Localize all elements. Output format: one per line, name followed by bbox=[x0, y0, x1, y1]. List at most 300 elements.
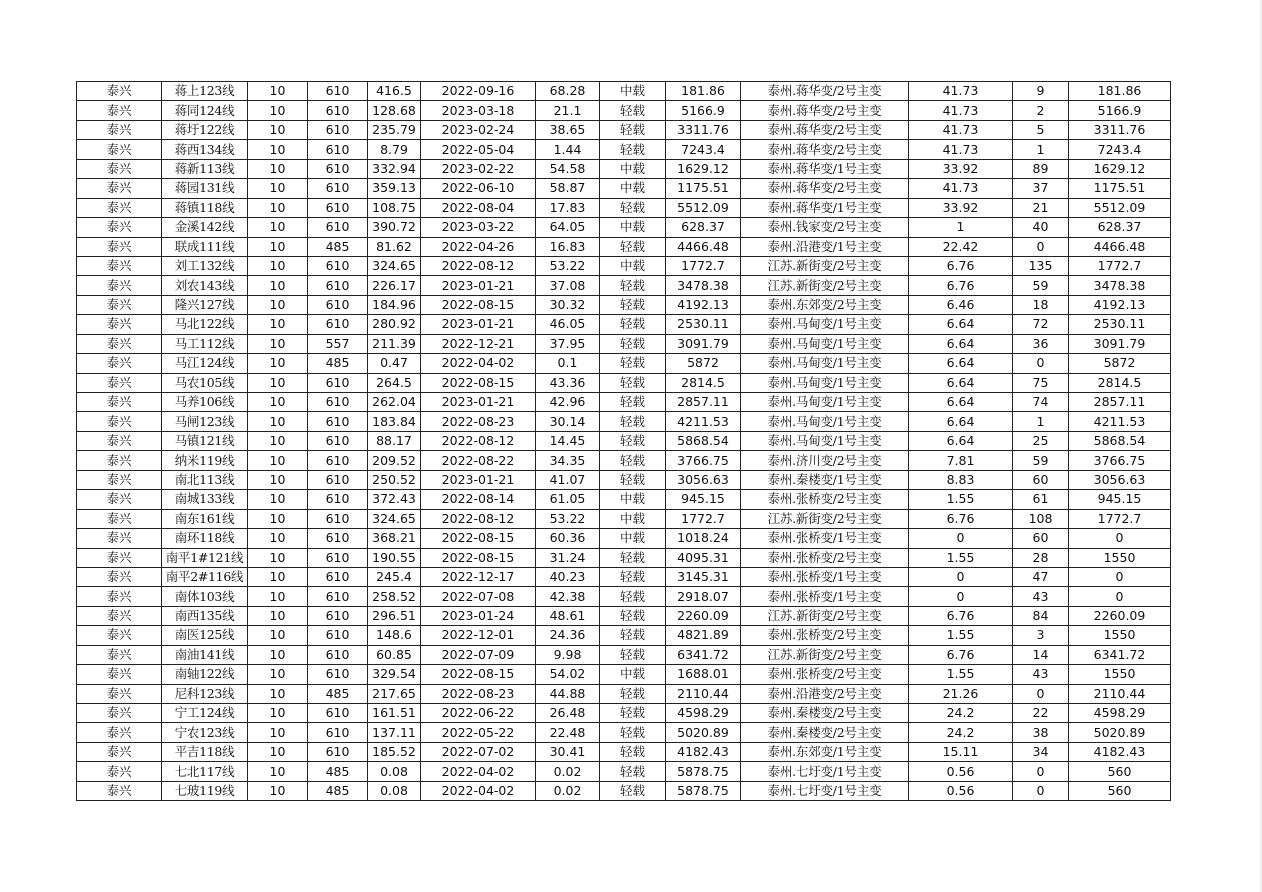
capacity-cell: 610 bbox=[308, 587, 368, 606]
voltage-cell: 10 bbox=[248, 626, 308, 645]
table-row bbox=[77, 470, 1171, 489]
count-cell: 3 bbox=[1013, 626, 1069, 645]
voltage-cell: 10 bbox=[248, 295, 308, 314]
voltage-cell: 10 bbox=[248, 704, 308, 723]
load-status-cell: 轻载 bbox=[600, 742, 666, 761]
spare-capacity-cell: 5872 bbox=[666, 354, 741, 373]
max-load-cell: 226.17 bbox=[368, 276, 421, 295]
max-load-cell: 108.75 bbox=[368, 198, 421, 217]
load-rate-cell: 48.61 bbox=[536, 606, 600, 625]
table-body bbox=[77, 82, 1171, 801]
date-cell: 2022-05-04 bbox=[421, 140, 536, 159]
county-cell: 泰兴 bbox=[77, 587, 162, 606]
county-cell: 泰兴 bbox=[77, 198, 162, 217]
count-cell: 84 bbox=[1013, 606, 1069, 625]
table-row bbox=[77, 587, 1171, 606]
voltage-cell: 10 bbox=[248, 120, 308, 139]
voltage-cell: 10 bbox=[248, 470, 308, 489]
voltage-cell: 10 bbox=[248, 373, 308, 392]
line-name-cell: 马镇121线 bbox=[162, 431, 248, 450]
available-capacity-cell: 6341.72 bbox=[1069, 645, 1171, 664]
available-capacity-cell: 0 bbox=[1069, 587, 1171, 606]
max-load-cell: 0.08 bbox=[368, 781, 421, 800]
capacity-cell: 610 bbox=[308, 645, 368, 664]
substation-cell: 泰州.张桥变/1号主变 bbox=[741, 529, 909, 548]
capacity-cell: 485 bbox=[308, 684, 368, 703]
substation-cell: 泰州.蒋华变/2号主变 bbox=[741, 101, 909, 120]
spare-capacity-cell: 945.15 bbox=[666, 490, 741, 509]
transformer-rate-cell: 6.64 bbox=[909, 412, 1013, 431]
spare-capacity-cell: 2918.07 bbox=[666, 587, 741, 606]
count-cell: 21 bbox=[1013, 198, 1069, 217]
county-cell: 泰兴 bbox=[77, 645, 162, 664]
capacity-cell: 610 bbox=[308, 412, 368, 431]
voltage-cell: 10 bbox=[248, 587, 308, 606]
line-name-cell: 南平1#121线 bbox=[162, 548, 248, 567]
spare-capacity-cell: 5020.89 bbox=[666, 723, 741, 742]
voltage-cell: 10 bbox=[248, 742, 308, 761]
max-load-cell: 368.21 bbox=[368, 529, 421, 548]
load-status-cell: 轻载 bbox=[600, 237, 666, 256]
spare-capacity-cell: 5512.09 bbox=[666, 198, 741, 217]
table-row bbox=[77, 567, 1171, 586]
load-rate-cell: 22.48 bbox=[536, 723, 600, 742]
table-row bbox=[77, 276, 1171, 295]
date-cell: 2022-12-01 bbox=[421, 626, 536, 645]
voltage-cell: 10 bbox=[248, 762, 308, 781]
available-capacity-cell: 3311.76 bbox=[1069, 120, 1171, 139]
county-cell: 泰兴 bbox=[77, 412, 162, 431]
county-cell: 泰兴 bbox=[77, 684, 162, 703]
line-name-cell: 蒋圩122线 bbox=[162, 120, 248, 139]
max-load-cell: 324.65 bbox=[368, 256, 421, 275]
substation-cell: 泰州.蒋华变/2号主变 bbox=[741, 82, 909, 101]
count-cell: 59 bbox=[1013, 451, 1069, 470]
count-cell: 40 bbox=[1013, 218, 1069, 237]
available-capacity-cell: 4211.53 bbox=[1069, 412, 1171, 431]
substation-cell: 泰州.蒋华变/2号主变 bbox=[741, 140, 909, 159]
line-name-cell: 平吉118线 bbox=[162, 742, 248, 761]
table-row bbox=[77, 742, 1171, 761]
transformer-rate-cell: 6.64 bbox=[909, 431, 1013, 450]
substation-cell: 泰州.马甸变/1号主变 bbox=[741, 393, 909, 412]
voltage-cell: 10 bbox=[248, 781, 308, 800]
county-cell: 泰兴 bbox=[77, 256, 162, 275]
substation-cell: 泰州.钱家变/2号主变 bbox=[741, 218, 909, 237]
spare-capacity-cell: 1018.24 bbox=[666, 529, 741, 548]
available-capacity-cell: 945.15 bbox=[1069, 490, 1171, 509]
capacity-cell: 610 bbox=[308, 451, 368, 470]
voltage-cell: 10 bbox=[248, 82, 308, 101]
count-cell: 74 bbox=[1013, 393, 1069, 412]
load-rate-cell: 37.08 bbox=[536, 276, 600, 295]
county-cell: 泰兴 bbox=[77, 762, 162, 781]
county-cell: 泰兴 bbox=[77, 179, 162, 198]
line-name-cell: 马农105线 bbox=[162, 373, 248, 392]
county-cell: 泰兴 bbox=[77, 120, 162, 139]
count-cell: 47 bbox=[1013, 567, 1069, 586]
count-cell: 60 bbox=[1013, 470, 1069, 489]
available-capacity-cell: 2857.11 bbox=[1069, 393, 1171, 412]
spare-capacity-cell: 2530.11 bbox=[666, 315, 741, 334]
available-capacity-cell: 2814.5 bbox=[1069, 373, 1171, 392]
capacity-cell: 610 bbox=[308, 548, 368, 567]
substation-cell: 江苏.新街变/2号主变 bbox=[741, 645, 909, 664]
line-name-cell: 七北117线 bbox=[162, 762, 248, 781]
date-cell: 2022-08-15 bbox=[421, 529, 536, 548]
max-load-cell: 128.68 bbox=[368, 101, 421, 120]
capacity-cell: 610 bbox=[308, 742, 368, 761]
county-cell: 泰兴 bbox=[77, 781, 162, 800]
max-load-cell: 280.92 bbox=[368, 315, 421, 334]
capacity-cell: 610 bbox=[308, 101, 368, 120]
feeder-load-table bbox=[76, 81, 1171, 801]
table-row bbox=[77, 548, 1171, 567]
max-load-cell: 324.65 bbox=[368, 509, 421, 528]
substation-cell: 泰州.张桥变/2号主变 bbox=[741, 548, 909, 567]
county-cell: 泰兴 bbox=[77, 451, 162, 470]
load-status-cell: 轻载 bbox=[600, 334, 666, 353]
count-cell: 1 bbox=[1013, 412, 1069, 431]
capacity-cell: 610 bbox=[308, 159, 368, 178]
available-capacity-cell: 2260.09 bbox=[1069, 606, 1171, 625]
count-cell: 89 bbox=[1013, 159, 1069, 178]
date-cell: 2023-01-24 bbox=[421, 606, 536, 625]
load-rate-cell: 64.05 bbox=[536, 218, 600, 237]
spare-capacity-cell: 1629.12 bbox=[666, 159, 741, 178]
transformer-rate-cell: 0.56 bbox=[909, 762, 1013, 781]
spare-capacity-cell: 1772.7 bbox=[666, 509, 741, 528]
date-cell: 2023-01-21 bbox=[421, 276, 536, 295]
substation-cell: 泰州.沿港变/2号主变 bbox=[741, 684, 909, 703]
substation-cell: 泰州.张桥变/1号主变 bbox=[741, 567, 909, 586]
capacity-cell: 610 bbox=[308, 431, 368, 450]
max-load-cell: 190.55 bbox=[368, 548, 421, 567]
capacity-cell: 610 bbox=[308, 529, 368, 548]
substation-cell: 泰州.张桥变/2号主变 bbox=[741, 665, 909, 684]
county-cell: 泰兴 bbox=[77, 509, 162, 528]
date-cell: 2022-08-12 bbox=[421, 509, 536, 528]
voltage-cell: 10 bbox=[248, 723, 308, 742]
substation-cell: 泰州.济川变/2号主变 bbox=[741, 451, 909, 470]
date-cell: 2022-08-15 bbox=[421, 295, 536, 314]
max-load-cell: 329.54 bbox=[368, 665, 421, 684]
available-capacity-cell: 1550 bbox=[1069, 626, 1171, 645]
voltage-cell: 10 bbox=[248, 509, 308, 528]
load-status-cell: 中载 bbox=[600, 179, 666, 198]
date-cell: 2022-08-12 bbox=[421, 431, 536, 450]
county-cell: 泰兴 bbox=[77, 101, 162, 120]
available-capacity-cell: 1175.51 bbox=[1069, 179, 1171, 198]
voltage-cell: 10 bbox=[248, 198, 308, 217]
max-load-cell: 161.51 bbox=[368, 704, 421, 723]
date-cell: 2022-04-02 bbox=[421, 762, 536, 781]
substation-cell: 江苏.新街变/2号主变 bbox=[741, 509, 909, 528]
count-cell: 9 bbox=[1013, 82, 1069, 101]
county-cell: 泰兴 bbox=[77, 237, 162, 256]
load-status-cell: 中载 bbox=[600, 665, 666, 684]
count-cell: 0 bbox=[1013, 762, 1069, 781]
line-name-cell: 南东161线 bbox=[162, 509, 248, 528]
max-load-cell: 0.08 bbox=[368, 762, 421, 781]
max-load-cell: 88.17 bbox=[368, 431, 421, 450]
load-rate-cell: 30.32 bbox=[536, 295, 600, 314]
line-name-cell: 南北113线 bbox=[162, 470, 248, 489]
date-cell: 2022-04-02 bbox=[421, 781, 536, 800]
available-capacity-cell: 181.86 bbox=[1069, 82, 1171, 101]
load-status-cell: 轻载 bbox=[600, 606, 666, 625]
max-load-cell: 262.04 bbox=[368, 393, 421, 412]
load-rate-cell: 61.05 bbox=[536, 490, 600, 509]
transformer-rate-cell: 6.76 bbox=[909, 276, 1013, 295]
capacity-cell: 610 bbox=[308, 626, 368, 645]
transformer-rate-cell: 24.2 bbox=[909, 704, 1013, 723]
county-cell: 泰兴 bbox=[77, 218, 162, 237]
count-cell: 36 bbox=[1013, 334, 1069, 353]
date-cell: 2022-05-22 bbox=[421, 723, 536, 742]
date-cell: 2022-07-09 bbox=[421, 645, 536, 664]
load-rate-cell: 54.58 bbox=[536, 159, 600, 178]
county-cell: 泰兴 bbox=[77, 159, 162, 178]
capacity-cell: 485 bbox=[308, 762, 368, 781]
max-load-cell: 416.5 bbox=[368, 82, 421, 101]
table-row bbox=[77, 451, 1171, 470]
max-load-cell: 250.52 bbox=[368, 470, 421, 489]
max-load-cell: 235.79 bbox=[368, 120, 421, 139]
available-capacity-cell: 0 bbox=[1069, 567, 1171, 586]
spare-capacity-cell: 7243.4 bbox=[666, 140, 741, 159]
transformer-rate-cell: 1 bbox=[909, 218, 1013, 237]
max-load-cell: 211.39 bbox=[368, 334, 421, 353]
spare-capacity-cell: 4466.48 bbox=[666, 237, 741, 256]
line-name-cell: 马闸123线 bbox=[162, 412, 248, 431]
table-row bbox=[77, 101, 1171, 120]
table-row bbox=[77, 295, 1171, 314]
max-load-cell: 264.5 bbox=[368, 373, 421, 392]
voltage-cell: 10 bbox=[248, 665, 308, 684]
line-name-cell: 蒋上123线 bbox=[162, 82, 248, 101]
load-status-cell: 轻载 bbox=[600, 198, 666, 217]
table-row bbox=[77, 684, 1171, 703]
spare-capacity-cell: 3478.38 bbox=[666, 276, 741, 295]
available-capacity-cell: 1550 bbox=[1069, 665, 1171, 684]
load-status-cell: 轻载 bbox=[600, 393, 666, 412]
substation-cell: 泰州.马甸变/1号主变 bbox=[741, 354, 909, 373]
available-capacity-cell: 5868.54 bbox=[1069, 431, 1171, 450]
date-cell: 2023-03-22 bbox=[421, 218, 536, 237]
max-load-cell: 296.51 bbox=[368, 606, 421, 625]
line-name-cell: 南油141线 bbox=[162, 645, 248, 664]
load-rate-cell: 0.1 bbox=[536, 354, 600, 373]
voltage-cell: 10 bbox=[248, 237, 308, 256]
load-status-cell: 轻载 bbox=[600, 684, 666, 703]
load-rate-cell: 46.05 bbox=[536, 315, 600, 334]
transformer-rate-cell: 24.2 bbox=[909, 723, 1013, 742]
spare-capacity-cell: 4192.13 bbox=[666, 295, 741, 314]
load-status-cell: 轻载 bbox=[600, 276, 666, 295]
county-cell: 泰兴 bbox=[77, 354, 162, 373]
transformer-rate-cell: 6.76 bbox=[909, 606, 1013, 625]
table-row bbox=[77, 140, 1171, 159]
voltage-cell: 10 bbox=[248, 101, 308, 120]
load-rate-cell: 41.07 bbox=[536, 470, 600, 489]
load-rate-cell: 38.65 bbox=[536, 120, 600, 139]
count-cell: 43 bbox=[1013, 587, 1069, 606]
load-status-cell: 轻载 bbox=[600, 567, 666, 586]
voltage-cell: 10 bbox=[248, 490, 308, 509]
load-status-cell: 轻载 bbox=[600, 470, 666, 489]
substation-cell: 泰州.蒋华变/1号主变 bbox=[741, 159, 909, 178]
capacity-cell: 610 bbox=[308, 276, 368, 295]
substation-cell: 江苏.新街变/2号主变 bbox=[741, 606, 909, 625]
spreadsheet-page bbox=[76, 81, 1171, 801]
substation-cell: 泰州.七圩变/1号主变 bbox=[741, 762, 909, 781]
available-capacity-cell: 1629.12 bbox=[1069, 159, 1171, 178]
voltage-cell: 10 bbox=[248, 334, 308, 353]
transformer-rate-cell: 6.46 bbox=[909, 295, 1013, 314]
spare-capacity-cell: 2110.44 bbox=[666, 684, 741, 703]
voltage-cell: 10 bbox=[248, 451, 308, 470]
county-cell: 泰兴 bbox=[77, 295, 162, 314]
voltage-cell: 10 bbox=[248, 548, 308, 567]
transformer-rate-cell: 41.73 bbox=[909, 82, 1013, 101]
line-name-cell: 马江124线 bbox=[162, 354, 248, 373]
transformer-rate-cell: 6.76 bbox=[909, 645, 1013, 664]
county-cell: 泰兴 bbox=[77, 315, 162, 334]
voltage-cell: 10 bbox=[248, 684, 308, 703]
transformer-rate-cell: 7.81 bbox=[909, 451, 1013, 470]
county-cell: 泰兴 bbox=[77, 529, 162, 548]
count-cell: 28 bbox=[1013, 548, 1069, 567]
table-row bbox=[77, 490, 1171, 509]
capacity-cell: 610 bbox=[308, 567, 368, 586]
spare-capacity-cell: 628.37 bbox=[666, 218, 741, 237]
date-cell: 2022-04-02 bbox=[421, 354, 536, 373]
load-rate-cell: 31.24 bbox=[536, 548, 600, 567]
spare-capacity-cell: 3145.31 bbox=[666, 567, 741, 586]
available-capacity-cell: 5166.9 bbox=[1069, 101, 1171, 120]
capacity-cell: 610 bbox=[308, 606, 368, 625]
load-status-cell: 轻载 bbox=[600, 373, 666, 392]
load-rate-cell: 34.35 bbox=[536, 451, 600, 470]
transformer-rate-cell: 6.64 bbox=[909, 334, 1013, 353]
table-row bbox=[77, 529, 1171, 548]
date-cell: 2023-01-21 bbox=[421, 393, 536, 412]
spare-capacity-cell: 4095.31 bbox=[666, 548, 741, 567]
line-name-cell: 马工112线 bbox=[162, 334, 248, 353]
spare-capacity-cell: 3056.63 bbox=[666, 470, 741, 489]
max-load-cell: 209.52 bbox=[368, 451, 421, 470]
table-row bbox=[77, 762, 1171, 781]
available-capacity-cell: 3091.79 bbox=[1069, 334, 1171, 353]
table-row bbox=[77, 198, 1171, 217]
spare-capacity-cell: 4182.43 bbox=[666, 742, 741, 761]
date-cell: 2022-06-10 bbox=[421, 179, 536, 198]
voltage-cell: 10 bbox=[248, 529, 308, 548]
transformer-rate-cell: 6.64 bbox=[909, 315, 1013, 334]
transformer-rate-cell: 6.76 bbox=[909, 509, 1013, 528]
max-load-cell: 258.52 bbox=[368, 587, 421, 606]
county-cell: 泰兴 bbox=[77, 626, 162, 645]
line-name-cell: 南体103线 bbox=[162, 587, 248, 606]
max-load-cell: 245.4 bbox=[368, 567, 421, 586]
date-cell: 2023-01-21 bbox=[421, 315, 536, 334]
date-cell: 2022-08-04 bbox=[421, 198, 536, 217]
substation-cell: 泰州.马甸变/1号主变 bbox=[741, 412, 909, 431]
available-capacity-cell: 4466.48 bbox=[1069, 237, 1171, 256]
count-cell: 2 bbox=[1013, 101, 1069, 120]
count-cell: 0 bbox=[1013, 781, 1069, 800]
count-cell: 108 bbox=[1013, 509, 1069, 528]
county-cell: 泰兴 bbox=[77, 140, 162, 159]
load-status-cell: 中载 bbox=[600, 82, 666, 101]
date-cell: 2022-12-21 bbox=[421, 334, 536, 353]
county-cell: 泰兴 bbox=[77, 665, 162, 684]
spare-capacity-cell: 3311.76 bbox=[666, 120, 741, 139]
transformer-rate-cell: 33.92 bbox=[909, 198, 1013, 217]
max-load-cell: 372.43 bbox=[368, 490, 421, 509]
capacity-cell: 610 bbox=[308, 82, 368, 101]
table-row bbox=[77, 412, 1171, 431]
date-cell: 2022-08-23 bbox=[421, 412, 536, 431]
county-cell: 泰兴 bbox=[77, 82, 162, 101]
voltage-cell: 10 bbox=[248, 256, 308, 275]
available-capacity-cell: 560 bbox=[1069, 781, 1171, 800]
substation-cell: 泰州.东郊变/2号主变 bbox=[741, 295, 909, 314]
available-capacity-cell: 1772.7 bbox=[1069, 509, 1171, 528]
line-name-cell: 南环118线 bbox=[162, 529, 248, 548]
load-rate-cell: 37.95 bbox=[536, 334, 600, 353]
load-status-cell: 轻载 bbox=[600, 704, 666, 723]
load-rate-cell: 17.83 bbox=[536, 198, 600, 217]
line-name-cell: 南平2#116线 bbox=[162, 567, 248, 586]
load-status-cell: 轻载 bbox=[600, 626, 666, 645]
line-name-cell: 七玻119线 bbox=[162, 781, 248, 800]
line-name-cell: 蒋同124线 bbox=[162, 101, 248, 120]
count-cell: 37 bbox=[1013, 179, 1069, 198]
capacity-cell: 610 bbox=[308, 373, 368, 392]
load-status-cell: 轻载 bbox=[600, 295, 666, 314]
substation-cell: 泰州.蒋华变/2号主变 bbox=[741, 179, 909, 198]
table-row bbox=[77, 354, 1171, 373]
line-name-cell: 纳米119线 bbox=[162, 451, 248, 470]
substation-cell: 泰州.秦楼变/1号主变 bbox=[741, 470, 909, 489]
transformer-rate-cell: 8.83 bbox=[909, 470, 1013, 489]
load-status-cell: 中载 bbox=[600, 256, 666, 275]
count-cell: 5 bbox=[1013, 120, 1069, 139]
load-status-cell: 轻载 bbox=[600, 101, 666, 120]
county-cell: 泰兴 bbox=[77, 606, 162, 625]
capacity-cell: 610 bbox=[308, 315, 368, 334]
count-cell: 135 bbox=[1013, 256, 1069, 275]
transformer-rate-cell: 0.56 bbox=[909, 781, 1013, 800]
load-status-cell: 轻载 bbox=[600, 548, 666, 567]
date-cell: 2022-09-16 bbox=[421, 82, 536, 101]
count-cell: 14 bbox=[1013, 645, 1069, 664]
line-name-cell: 宁工124线 bbox=[162, 704, 248, 723]
capacity-cell: 610 bbox=[308, 179, 368, 198]
transformer-rate-cell: 1.55 bbox=[909, 665, 1013, 684]
count-cell: 43 bbox=[1013, 665, 1069, 684]
table-row bbox=[77, 120, 1171, 139]
max-load-cell: 332.94 bbox=[368, 159, 421, 178]
line-name-cell: 南医125线 bbox=[162, 626, 248, 645]
spare-capacity-cell: 2260.09 bbox=[666, 606, 741, 625]
transformer-rate-cell: 6.64 bbox=[909, 373, 1013, 392]
max-load-cell: 217.65 bbox=[368, 684, 421, 703]
table-row bbox=[77, 159, 1171, 178]
transformer-rate-cell: 15.11 bbox=[909, 742, 1013, 761]
